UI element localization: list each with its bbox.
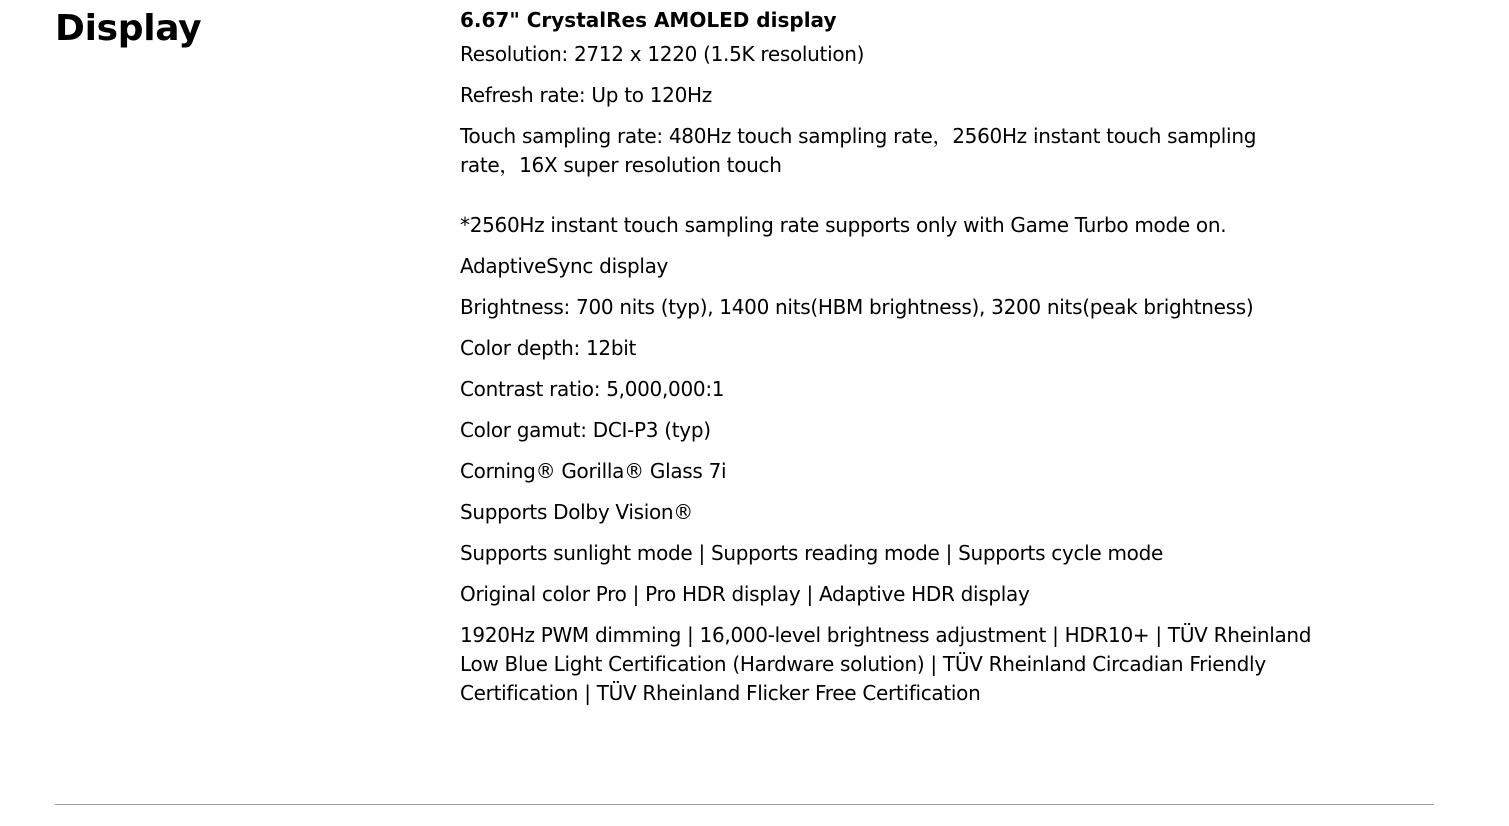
- spec-color-depth: Color depth: 12bit: [460, 336, 637, 360]
- display-spec-list: [460, 6, 1420, 708]
- spec-contrast-ratio: Contrast ratio: 5,000,000:1: [460, 377, 725, 401]
- spec-dolby-vision: Supports Dolby Vision®: [460, 500, 694, 524]
- spec-brightness: Brightness: 700 nits (typ), 1400 nits(HBM brightness), 3200 nits(peak brightness): [460, 295, 1254, 319]
- spec-touch-sampling-rate: Touch sampling rate: 480Hz touch sampling rate，2560Hz instant touch sampling rate，16X super resolution touch: [460, 124, 1257, 177]
- spec-hdr-features: Original color Pro | Pro HDR display | Adaptive HDR display: [460, 582, 1030, 606]
- section-divider: [55, 804, 1434, 805]
- spec-glass: Corning® Gorilla® Glass 7i: [460, 459, 727, 483]
- spec-adaptivesync: AdaptiveSync display: [460, 254, 669, 278]
- spec-resolution: Resolution: 2712 x 1220 (1.5K resolution): [460, 42, 865, 66]
- spec-display-modes: Supports sunlight mode | Supports reading mode | Supports cycle mode: [460, 541, 1164, 565]
- section-title: Display: [55, 8, 202, 49]
- spec-certifications: 1920Hz PWM dimming | 16,000-level brightness adjustment | HDR10+ | TÜV Rheinland Low Blue Light Certification (Hardware solution) | TÜV Rheinland Circadian Friendly Certification | TÜV Rheinland Flicker Free Certification: [460, 623, 1312, 705]
- spec-footnote: *2560Hz instant touch sampling rate supports only with Game Turbo mode on.: [460, 213, 1227, 237]
- spec-refresh-rate: Refresh rate: Up to 120Hz: [460, 83, 712, 107]
- spec-heading: 6.67" CrystalRes AMOLED display: [460, 8, 837, 32]
- spec-color-gamut: Color gamut: DCI-P3 (typ): [460, 418, 711, 442]
